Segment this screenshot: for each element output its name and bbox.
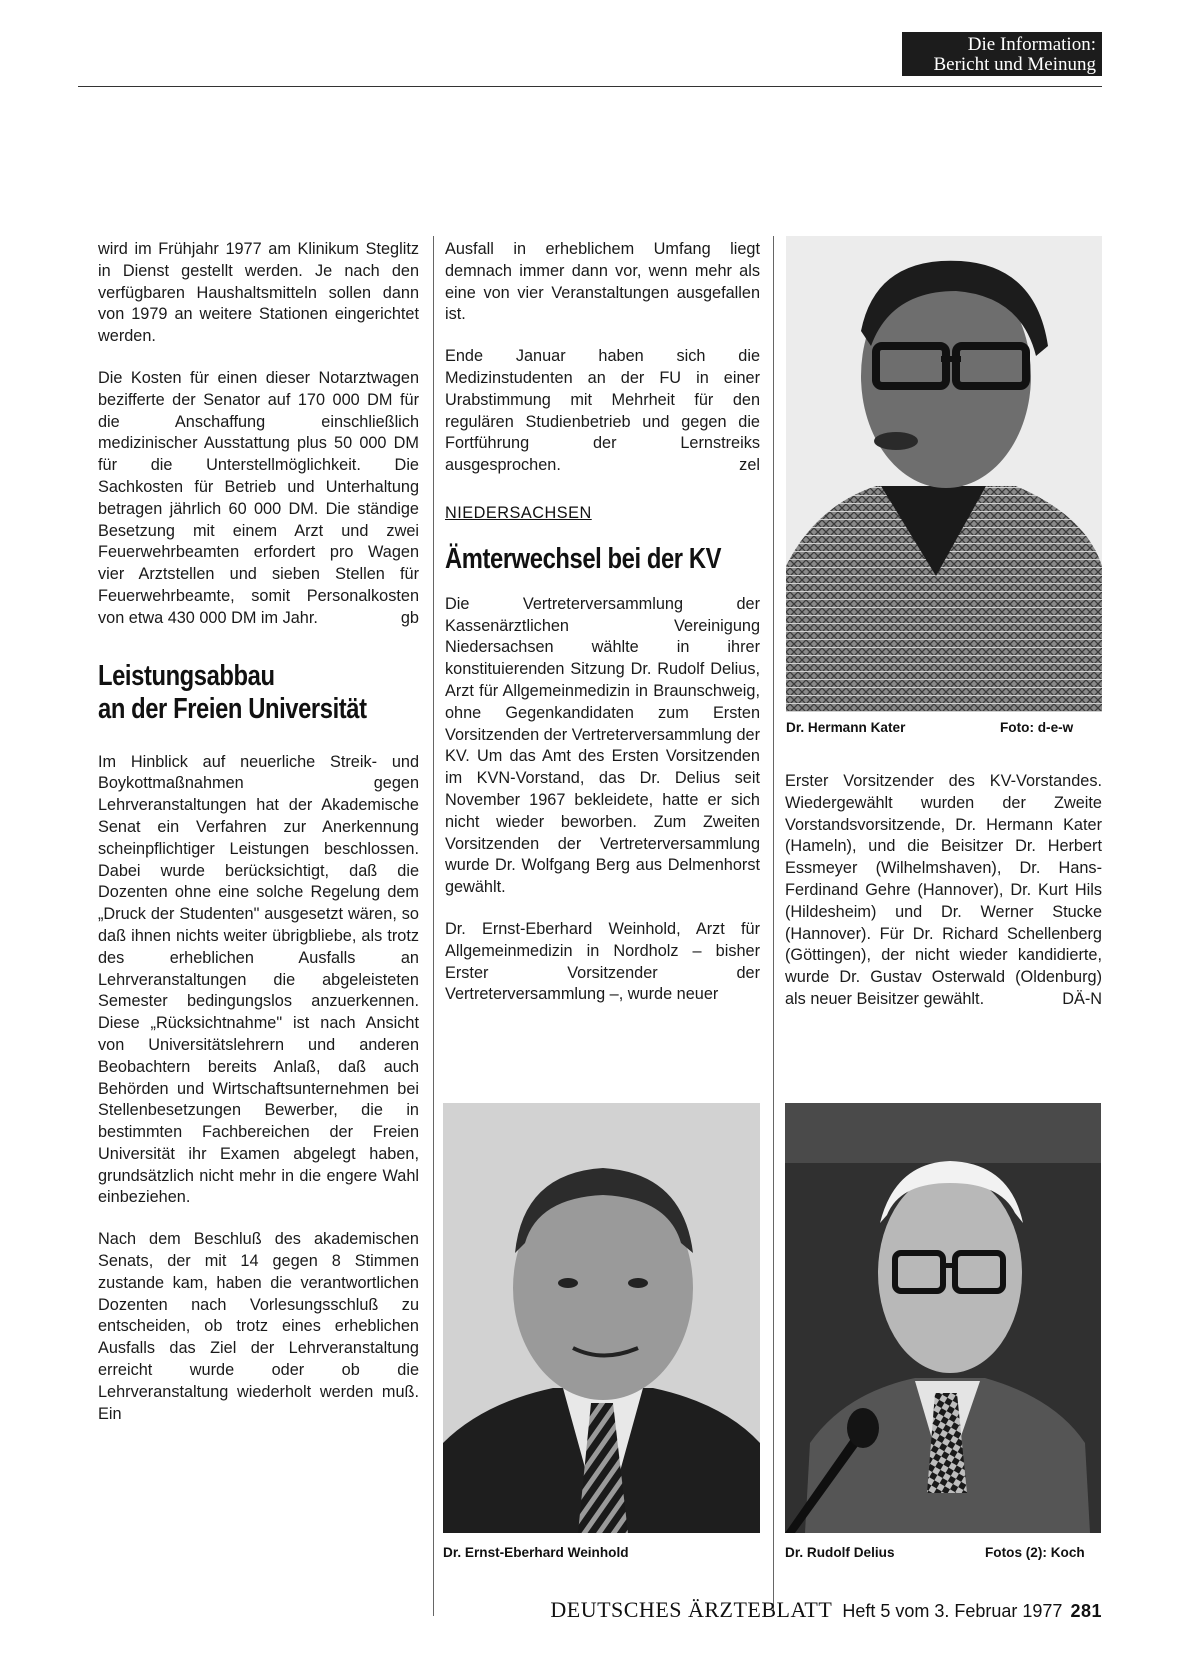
column-2 <box>445 239 760 1026</box>
col1-paragraph-4: Nach dem Beschluß des akademischen Senats, der mit 14 gegen 8 Stimmen zustande kam, haben die verantwortlichen Dozenten nach Vorlesungsschluß zu entscheiden, ob trotz eines erheblichen Ausfalls das Ziel der Lehrveranstaltung erreicht wurde oder ob die Lehrveranstaltung wiederholt werden muß. Ein <box>98 1230 419 1423</box>
photo-caption-weinhold: Dr. Ernst-Eberhard Weinhold <box>443 1545 629 1560</box>
masthead: DEUTSCHES ÄRZTEBLATT <box>550 1597 833 1622</box>
col1-paragraph-2-text: Die Kosten für einen dieser Notarztwagen bezifferte der Senator auf 170 000 DM für die Anschaffung einschließlich medizinischer Ausstattung plus 50 000 DM für die Unterstellmöglichkeit. Die Sachkosten für Betrieb und Unterhaltung betragen jährlich 60 000 DM. Die ständige Besetzung mit einem Arzt und zwei Feuerwehrbeamten erfordert pro Wagen vier Arztstellen und sieben Stellen für Feuerwehrbeamte, somit Personalkosten von etwa 430 000 DM im Jahr. <box>98 368 419 627</box>
col1-paragraph-1: wird im Frühjahr 1977 am Klinikum Steglitz in Dienst gestellt werden. Je nach den verfügbaren Haushaltsmitteln sollen dann von 1979 an weitere Stationen eingerichtet werden. <box>98 240 419 346</box>
header-rule <box>78 86 1102 87</box>
author-signature: zel <box>739 456 760 475</box>
col3-paragraph-1-text: Erster Vorsitzender des KV-Vorstandes. Wiedergewählt wurden der Zweite Vorstandsvorsitzende, Dr. Hermann Kater (Hameln), und die Beisitzer Dr. Herbert Essmeyer (Wilhelmshaven), Dr. Hans-Ferdinand Gehre (Hannover), Dr. Kurt Hils (Hildesheim) und Dr. Werner Stucke (Hannover). Für Dr. Richard Schellenberg (Göttingen), der nicht wieder kandidierte, wurde Dr. Gustav Osterwald (Oldenburg) als neuer Beisitzer gewählt. <box>785 772 1102 1008</box>
col1-paragraph-3: Im Hinblick auf neuerliche Streik- und Boykottmaßnahmen gegen Lehrveranstaltungen hat der Akademische Senat ein Verfahren zur Anerkennung scheinpflichtiger Leistungen beschlossen. Dabei wurde berücksichtigt, daß die Dozenten ohne eine solche Regelung dem „Druck der Studenten" ausgesetzt wären, so daß ihnen nichts weiter übrigbliebe, als trotz des erheblichen Ausfalls an Lehrveranstaltungen die abgeleisteten Semester bedingungslos anzuerkennen. Diese „Rücksichtnahme" ist nach Ansicht von Universitätslehrern und anderen Beobachtern bereits Anlaß, daß auch Behörden und Wirtschaftsunternehmen bei Stellenbesetzungen Bewerber, die in bestimmten Fachbereichen der Freien Universität ihr Examen abgelegt haben, grundsätzlich nicht mehr in die engere Wahl einbeziehen. <box>98 752 419 1207</box>
article-headline-kv: Ämterwechsel bei der KV <box>445 542 722 575</box>
portrait-photo-delius <box>785 1103 1101 1533</box>
column-divider <box>433 236 434 1616</box>
col2-paragraph-2-text: Ende Januar haben sich die Medizinstudenten an der FU in einer Urabstimmung mit Mehrheit für den regulären Studienbetrieb und gegen die Fortführung der Lernstreiks ausgesprochen. <box>445 347 760 475</box>
author-signature: DÄ-N <box>1062 989 1102 1008</box>
col2-paragraph-1: Ausfall in erheblichem Umfang liegt demnach immer dann vor, wenn mehr als eine von vier Veranstaltungen ausgefallen ist. <box>445 240 760 324</box>
col3-paragraph-1 <box>785 771 1102 1011</box>
col2-paragraph-2 <box>445 346 760 477</box>
column-1 <box>98 239 419 1445</box>
section-label-line1: Die Information: <box>967 34 1096 55</box>
headline-line-2: an der Freien Universität <box>98 692 367 725</box>
page-footer <box>476 1597 1102 1627</box>
photo-caption-kater: Dr. Hermann Kater <box>786 720 906 735</box>
column-divider <box>773 236 774 1616</box>
section-label-line2: Bericht und Meinung <box>933 54 1096 75</box>
portrait-photo-kater <box>786 236 1102 712</box>
article-headline-fu <box>98 660 419 726</box>
headline-line-1: Leistungsabbau <box>98 659 275 692</box>
author-signature: gb <box>400 608 419 627</box>
col2-paragraph-4: Dr. Ernst-Eberhard Weinhold, Arzt für Allgemeinmedizin in Nordholz – bisher Erster Vorsitzender der Vertreterversammlung –, wurde neuer <box>445 919 760 1004</box>
portrait-photo-weinhold <box>443 1103 760 1533</box>
photo-credit-kater: Foto: d-e-w <box>1000 720 1074 735</box>
col1-paragraph-2 <box>98 368 419 630</box>
issue-info: Heft 5 vom 3. Februar 1977 <box>842 1601 1063 1621</box>
region-label: NIEDERSACHSEN <box>445 503 592 522</box>
col2-paragraph-3: Die Vertreterversammlung der Kassenärztlichen Vereinigung Niedersachsen wählte in ihrer konstituierenden Sitzung Dr. Rudolf Delius, Arzt für Allgemeinmedizin in Braunschweig, ohne Gegenkandidaten zum Ersten Vorsitzenden der Vertreterversammlung der KV. Um das Amt des Ersten Vorsitzenden im KVN-Vorstand, das Dr. Delius seit November 1967 bekleidete, hatte er sich nicht wieder beworben. Zum Zweiten Vorsitzenden der Vertreterversammlung wurde Dr. Wolfgang Berg aus Delmenhorst gewählt. <box>445 594 760 897</box>
column-3 <box>785 771 1102 1031</box>
page-number: 281 <box>1070 1601 1102 1621</box>
photo-credit-delius: Fotos (2): Koch <box>985 1545 1085 1560</box>
photo-caption-delius: Dr. Rudolf Delius <box>785 1545 895 1560</box>
section-label-box <box>902 32 1102 76</box>
